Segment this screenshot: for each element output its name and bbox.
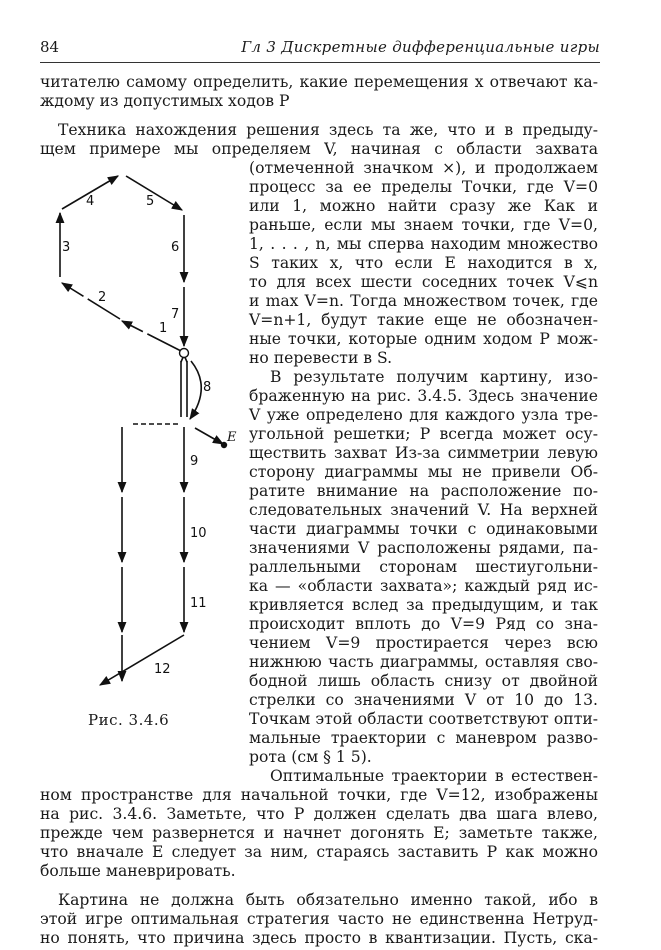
text-line: бодной лишь область снизу от двойной bbox=[249, 672, 598, 690]
page-header bbox=[40, 38, 600, 60]
step-label: 9 bbox=[190, 454, 199, 469]
running-title: Гл 3 Дискретные дифференциальные игры bbox=[241, 38, 600, 56]
page-number: 84 bbox=[40, 38, 60, 56]
text-line: что вначале E следует за ним, стараясь заставить P как можно bbox=[40, 843, 598, 861]
text-line: то для всех шести соседних точек V⩽n bbox=[249, 273, 598, 291]
edge-2 bbox=[62, 283, 120, 319]
capture-node bbox=[180, 349, 189, 358]
text-line: сторону диаграммы мы не привели Об- bbox=[249, 463, 598, 481]
text-line: ществить захват Из-за симметрии левую bbox=[249, 444, 598, 462]
text-line: процесс за ее пределы Точки, где V=0 bbox=[249, 178, 598, 196]
text-line: чением V=9 простирается через всю bbox=[249, 634, 598, 652]
step-label: 6 bbox=[171, 240, 180, 255]
text-line: ка — «области захвата»; каждый ряд ис- bbox=[249, 577, 598, 595]
text-line: больше маневрировать. bbox=[40, 862, 236, 880]
evader-label: E bbox=[227, 430, 237, 445]
text-line: раньше, если мы знаем точки, где V=0, bbox=[249, 216, 598, 234]
step-label: 11 bbox=[190, 596, 207, 611]
text-line: Техника нахождения решения здесь та же, что и в предыду- bbox=[58, 121, 598, 139]
text-line: Точкам этой области соответствуют опти- bbox=[249, 710, 598, 728]
text-line: этой игре оптимальная стратегия часто не единственна Нетруд- bbox=[40, 910, 598, 928]
edge-8 bbox=[190, 361, 201, 419]
evader-approach bbox=[195, 428, 223, 444]
text-line: В результате получим картину, изо- bbox=[270, 368, 598, 386]
text-line: щем примере мы определяем V, начиная с области захвата bbox=[40, 140, 598, 158]
text-line: (отмеченной значком ×), и продолжаем bbox=[249, 159, 598, 177]
text-line: прежде чем развернется и начнет догонять E; заметьте также, bbox=[40, 824, 598, 842]
text-line: но перевести в S. bbox=[249, 349, 393, 367]
edge-12 bbox=[100, 635, 184, 685]
text-line: нижнюю часть диаграммы, оставляя сво- bbox=[249, 653, 598, 671]
text-line: Картина не должна быть обязательно именно такой, ибо в bbox=[58, 891, 598, 909]
text-line: S таких x, что если E находится в x, bbox=[249, 254, 598, 272]
text-line: ном пространстве для начальной точки, где V=12, изображены bbox=[40, 786, 598, 804]
text-line: Оптимальные траектории в естествен- bbox=[270, 767, 598, 785]
text-line: и max V=n. Тогда множеством точек, где bbox=[249, 292, 598, 310]
text-line: кривляется вслед за предыдущим, и так bbox=[249, 596, 598, 614]
text-line: ждому из допустимых ходов P bbox=[40, 92, 290, 110]
step-label: 2 bbox=[98, 290, 107, 305]
text-line: на рис. 3.4.6. Заметьте, что P должен сделать два шага влево, bbox=[40, 805, 598, 823]
text-line: части диаграммы точки с одинаковыми bbox=[249, 520, 598, 538]
text-line: 1, . . . , n, мы сперва находим множество bbox=[249, 235, 598, 253]
text-line: или 1, можно найти сразу же Как и bbox=[249, 197, 598, 215]
text-line: раллельными сторонам шестиугольни- bbox=[249, 558, 598, 576]
text-line: значениями V расположены рядами, па- bbox=[249, 539, 598, 557]
text-line: V уже определено для каждого узла тре- bbox=[249, 406, 598, 424]
edge-1 bbox=[122, 321, 183, 352]
step-label: 5 bbox=[146, 194, 155, 209]
step-label: 8 bbox=[203, 380, 212, 395]
text-line: стрелки со значениями V от 10 до 13. bbox=[249, 691, 598, 709]
text-line: следовательных значений V. На верхней bbox=[249, 501, 598, 519]
step-label: 12 bbox=[154, 662, 171, 677]
text-line: ратите внимание на расположение по- bbox=[249, 482, 598, 500]
figure-trajectory-diagram bbox=[40, 165, 240, 705]
step-label: 10 bbox=[190, 526, 207, 541]
text-line: ные точки, которые одним ходом P мож- bbox=[249, 330, 598, 348]
text-line: рота (см § 1 5). bbox=[249, 748, 372, 766]
text-line: угольной решетки; P всегда может осу- bbox=[249, 425, 598, 443]
text-line: браженную на рис. 3.4.5. Здесь значение bbox=[249, 387, 598, 405]
text-line: но понять, что причина здесь просто в квантизации. Пусть, ска- bbox=[40, 929, 598, 947]
text-line: читателю самому определить, какие перемещения x отвечают ка- bbox=[40, 73, 598, 91]
step-label: 3 bbox=[62, 240, 71, 255]
header-rule bbox=[40, 62, 600, 63]
step-label: 7 bbox=[171, 307, 180, 322]
step-label: 1 bbox=[159, 321, 168, 336]
text-line: мальные траектории с маневром разво- bbox=[249, 729, 598, 747]
figure-caption: Рис. 3.4.6 bbox=[88, 711, 170, 729]
text-line: происходит вплоть до V=9 Ряд со зна- bbox=[249, 615, 598, 633]
text-line: V=n+1, будут такие еще не обозначен- bbox=[249, 311, 598, 329]
step-label: 4 bbox=[86, 194, 95, 209]
